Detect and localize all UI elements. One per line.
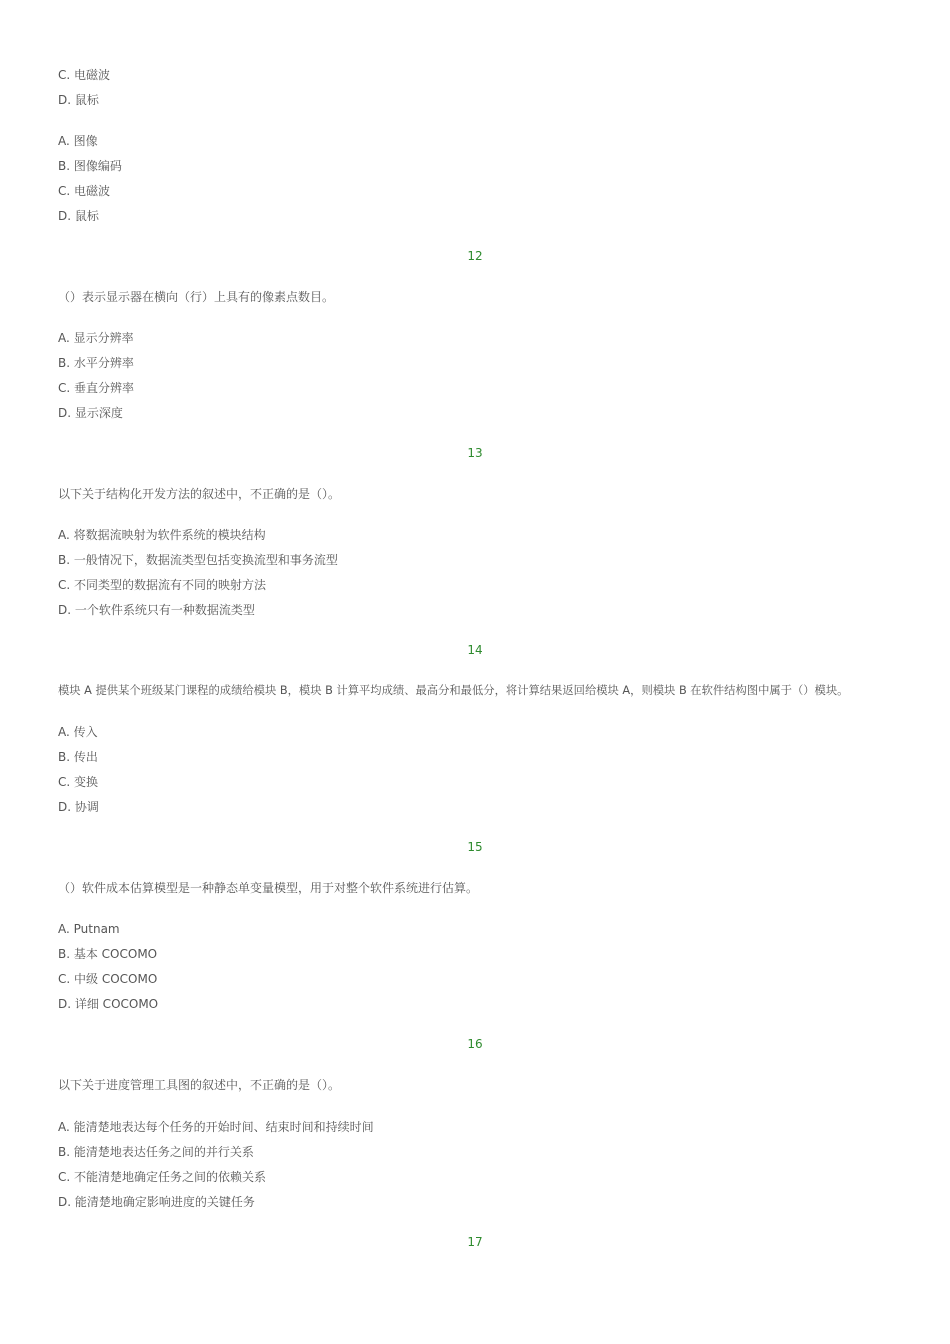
question-stem: （）软件成本估算模型是一种静态单变量模型，用于对整个软件系统进行估算。 — [58, 881, 479, 895]
question-stem: 以下关于结构化开发方法的叙述中，不正确的是（）。 — [58, 487, 341, 501]
option-a: A. 将数据流映射为软件系统的模块结构 — [58, 528, 266, 542]
option-a: A. 图像 — [58, 134, 98, 148]
option-b: B. 水平分辨率 — [58, 356, 134, 370]
question-number: 14 — [467, 643, 483, 657]
option-d: D. 一个软件系统只有一种数据流类型 — [58, 603, 255, 617]
option-c: C. 变换 — [58, 775, 99, 789]
option-b: B. 基本 COCOMO — [58, 947, 158, 961]
question-stem: 模块 A 提供某个班级某门课程的成绩给模块 B，模块 B 计算平均成绩、最高分和最低分，将计算结果返回给模块 A，则模块 B 在软件结构图中属于（）模块。 — [58, 684, 849, 697]
question-stem: （）表示显示器在横向（行）上具有的像素点数目。 — [58, 290, 335, 304]
option-a: A. 显示分辨率 — [58, 331, 134, 345]
option-a: A. 传入 — [58, 725, 98, 739]
question-number: 15 — [467, 840, 483, 854]
question-number: 17 — [467, 1235, 483, 1249]
option-c: C. 不同类型的数据流有不同的映射方法 — [58, 578, 267, 592]
option-b: B. 能清楚地表达任务之间的并行关系 — [58, 1145, 254, 1159]
option-c: C. 电磁波 — [58, 184, 111, 198]
option-b: B. 传出 — [58, 750, 98, 764]
question-number: 13 — [467, 446, 483, 460]
option-a: A. 能清楚地表达每个任务的开始时间、结束时间和持续时间 — [58, 1120, 374, 1134]
question-number: 16 — [467, 1037, 483, 1051]
option-c: C. 垂直分辨率 — [58, 381, 135, 395]
option-d: D. 能清楚地确定影响进度的关键任务 — [58, 1195, 255, 1209]
option-d: D. 详细 COCOMO — [58, 997, 159, 1011]
option-c: C. 电磁波 — [58, 68, 111, 82]
question-stem: 以下关于进度管理工具图的叙述中，不正确的是（）。 — [58, 1078, 341, 1092]
option-b: B. 图像编码 — [58, 159, 122, 173]
option-d: D. 鼠标 — [58, 209, 99, 223]
option-d: D. 鼠标 — [58, 93, 99, 107]
option-d: D. 显示深度 — [58, 406, 123, 420]
option-c: C. 不能清楚地确定任务之间的依赖关系 — [58, 1170, 267, 1184]
option-c: C. 中级 COCOMO — [58, 972, 158, 986]
option-b: B. 一般情况下，数据流类型包括变换流型和事务流型 — [58, 553, 338, 567]
option-d: D. 协调 — [58, 800, 99, 814]
question-number: 12 — [467, 249, 483, 263]
option-a: A. Putnam — [58, 922, 120, 936]
